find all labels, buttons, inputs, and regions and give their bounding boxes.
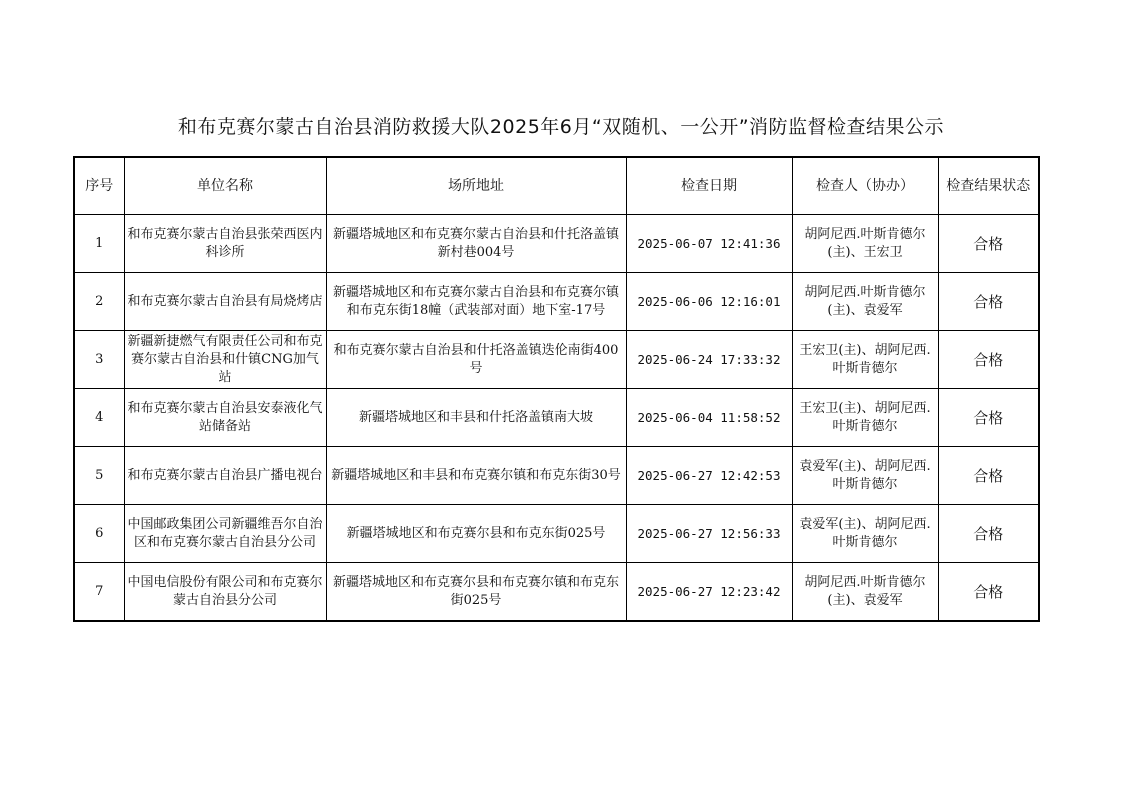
row-check-date: 2025-06-24 17:33:32 (626, 331, 792, 389)
row-index: 1 (74, 215, 124, 273)
row-result: 合格 (938, 447, 1039, 505)
row-result: 合格 (938, 273, 1039, 331)
row-check-date: 2025-06-27 12:42:53 (626, 447, 792, 505)
row-address: 和布克赛尔蒙古自治县和什托洛盖镇迭伦南街400号 (326, 331, 626, 389)
inspection-result-table (73, 156, 1040, 622)
header-check-date: 检查日期 (626, 157, 792, 215)
table-header-row (74, 157, 1039, 215)
row-inspector: 胡阿尼西.叶斯肯德尔(主)、袁爱军 (792, 563, 938, 622)
table-row (74, 563, 1039, 622)
header-inspector: 检查人（协办） (792, 157, 938, 215)
row-index: 3 (74, 331, 124, 389)
row-address: 新疆塔城地区和布克赛尔蒙古自治县和布克赛尔镇和布克东街18幢（武装部对面）地下室-17号 (326, 273, 626, 331)
row-inspector: 胡阿尼西.叶斯肯德尔(主)、王宏卫 (792, 215, 938, 273)
row-index: 7 (74, 563, 124, 622)
table-row (74, 505, 1039, 563)
header-index: 序号 (74, 157, 124, 215)
page-title: 和布克赛尔蒙古自治县消防救援大队2025年6月“双随机、一公开”消防监督检查结果公示 (177, 116, 945, 138)
row-result: 合格 (938, 331, 1039, 389)
row-check-date: 2025-06-06 12:16:01 (626, 273, 792, 331)
row-result: 合格 (938, 215, 1039, 273)
row-inspector: 王宏卫(主)、胡阿尼西.叶斯肯德尔 (792, 389, 938, 447)
row-address: 新疆塔城地区和丰县和什托洛盖镇南大坡 (326, 389, 626, 447)
row-inspector: 王宏卫(主)、胡阿尼西.叶斯肯德尔 (792, 331, 938, 389)
row-index: 5 (74, 447, 124, 505)
row-index: 4 (74, 389, 124, 447)
table-row (74, 215, 1039, 273)
row-inspector: 袁爱军(主)、胡阿尼西.叶斯肯德尔 (792, 505, 938, 563)
row-check-date: 2025-06-07 12:41:36 (626, 215, 792, 273)
row-index: 6 (74, 505, 124, 563)
row-unit-name: 中国电信股份有限公司和布克赛尔蒙古自治县分公司 (124, 563, 326, 622)
row-check-date: 2025-06-04 11:58:52 (626, 389, 792, 447)
row-inspector: 胡阿尼西.叶斯肯德尔(主)、袁爱军 (792, 273, 938, 331)
row-unit-name: 和布克赛尔蒙古自治县张荣西医内科诊所 (124, 215, 326, 273)
row-unit-name: 中国邮政集团公司新疆维吾尔自治区和布克赛尔蒙古自治县分公司 (124, 505, 326, 563)
row-result: 合格 (938, 389, 1039, 447)
table-row (74, 331, 1039, 389)
row-result: 合格 (938, 505, 1039, 563)
row-address: 新疆塔城地区和布克赛尔县和布克赛尔镇和布克东街025号 (326, 563, 626, 622)
row-address: 新疆塔城地区和布克赛尔县和布克东街025号 (326, 505, 626, 563)
header-unit-name: 单位名称 (124, 157, 326, 215)
row-address: 新疆塔城地区和丰县和布克赛尔镇和布克东街30号 (326, 447, 626, 505)
row-check-date: 2025-06-27 12:23:42 (626, 563, 792, 622)
row-unit-name: 新疆新捷燃气有限责任公司和布克赛尔蒙古自治县和什镇CNG加气站 (124, 331, 326, 389)
row-unit-name: 和布克赛尔蒙古自治县广播电视台 (124, 447, 326, 505)
row-address: 新疆塔城地区和布克赛尔蒙古自治县和什托洛盖镇新村巷004号 (326, 215, 626, 273)
header-address: 场所地址 (326, 157, 626, 215)
table-row (74, 447, 1039, 505)
header-result: 检查结果状态 (938, 157, 1039, 215)
table-row (74, 389, 1039, 447)
row-result: 合格 (938, 563, 1039, 622)
row-inspector: 袁爱军(主)、胡阿尼西.叶斯肯德尔 (792, 447, 938, 505)
row-check-date: 2025-06-27 12:56:33 (626, 505, 792, 563)
row-index: 2 (74, 273, 124, 331)
row-unit-name: 和布克赛尔蒙古自治县安泰液化气站储备站 (124, 389, 326, 447)
row-unit-name: 和布克赛尔蒙古自治县有局烧烤店 (124, 273, 326, 331)
table-row (74, 273, 1039, 331)
